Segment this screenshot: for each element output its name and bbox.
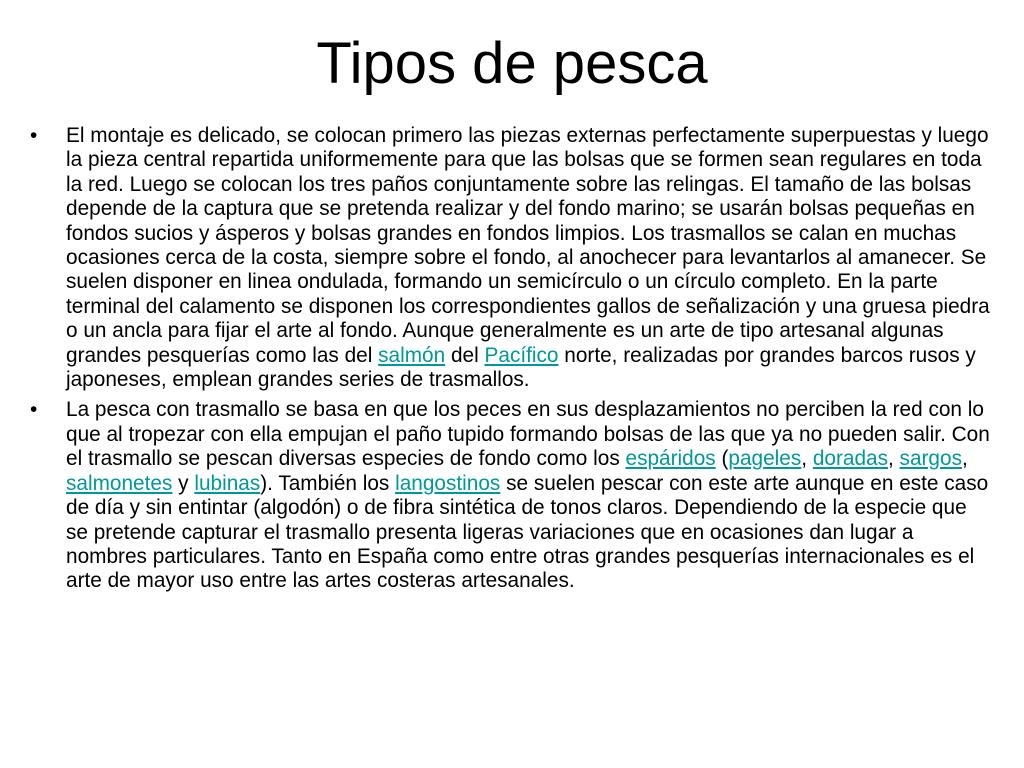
slide-title: Tipos de pesca <box>316 31 708 96</box>
bullet-text: , <box>961 447 968 471</box>
bullet-text: y <box>172 471 195 495</box>
link-pacifico[interactable]: Pacífico <box>484 343 559 367</box>
bullet-item-montaje <box>30 124 990 392</box>
link-doradas[interactable]: doradas <box>812 447 888 471</box>
link-lubinas[interactable]: lubinas <box>194 471 261 495</box>
link-salmonetes[interactable]: salmonetes <box>66 471 173 495</box>
bullet-icon: • <box>30 124 38 147</box>
bullet-text: El montaje es delicado, se colocan primero las piezas externas perfectamente superpuestas y luego la pieza central repartida uniformemente para que las bolsas que se formen sean regulares en toda la red. Luego se colocan los tres paños conjuntamente sobre las relingas. El tamaño de las bolsas depende de la captura que se pretenda realizar y del fondo marino; se usarán bolsas pequeñas en fondos sucios y ásperos y bolsas grandes en fondos limpios. Los trasmallos se calan en muchas ocasiones cerca de la costa, siempre sobre el fondo, al anochecer para levantarlos al amanecer. Se suelen disponer en linea ondulada, formando un semicírculo o un círculo completo. En la parte terminal del calamento se disponen los correspondientes gallos de señalización y una gruesa piedra o un ancla para fijar el arte al fondo. Aunque generalmente es un arte de tipo artesanal algunas grandes pesquerías como las del <box>66 124 990 367</box>
bullet-text: , <box>887 447 900 471</box>
link-pageles[interactable]: pageles <box>728 447 802 471</box>
bullet-text: ). También los <box>260 471 396 495</box>
bullet-icon: • <box>30 398 38 422</box>
link-langostinos[interactable]: langostinos <box>395 471 501 495</box>
link-esparidos[interactable]: espáridos <box>625 447 716 471</box>
link-salmon[interactable]: salmón <box>378 343 446 367</box>
bullet-list <box>30 124 990 600</box>
bullet-text: , <box>801 447 813 471</box>
link-sargos[interactable]: sargos <box>899 447 962 471</box>
bullet-text: ( <box>715 447 729 471</box>
bullet-text: norte, realizadas por grandes barcos rusos y japoneses, emplean grandes series de trasmallos. <box>66 343 976 392</box>
bullet-text: del <box>445 343 485 367</box>
bullet-text: se suelen pescar con este arte aunque en este caso de día y sin entintar (algodón) o de fibra sintética de tonos claros. Dependiendo de la especie que se pretende capturar el trasmallo presenta ligeras variaciones que en ocasiones dan lugar a nombres particulares. Tanto en España como entre otras grandes pesquerías internacionales es el arte de mayor uso entre las artes costeras artesanales. <box>66 471 989 593</box>
bullet-text: La pesca con trasmallo se basa en que los peces en sus desplazamientos no perciben la red con lo que al tropezar con ella empujan el paño tupido formando bolsas de las que ya no pueden salir. Con el trasmallo se pescan diversas especies de fondo como los <box>66 398 990 471</box>
bullet-item-pesca <box>30 398 990 593</box>
